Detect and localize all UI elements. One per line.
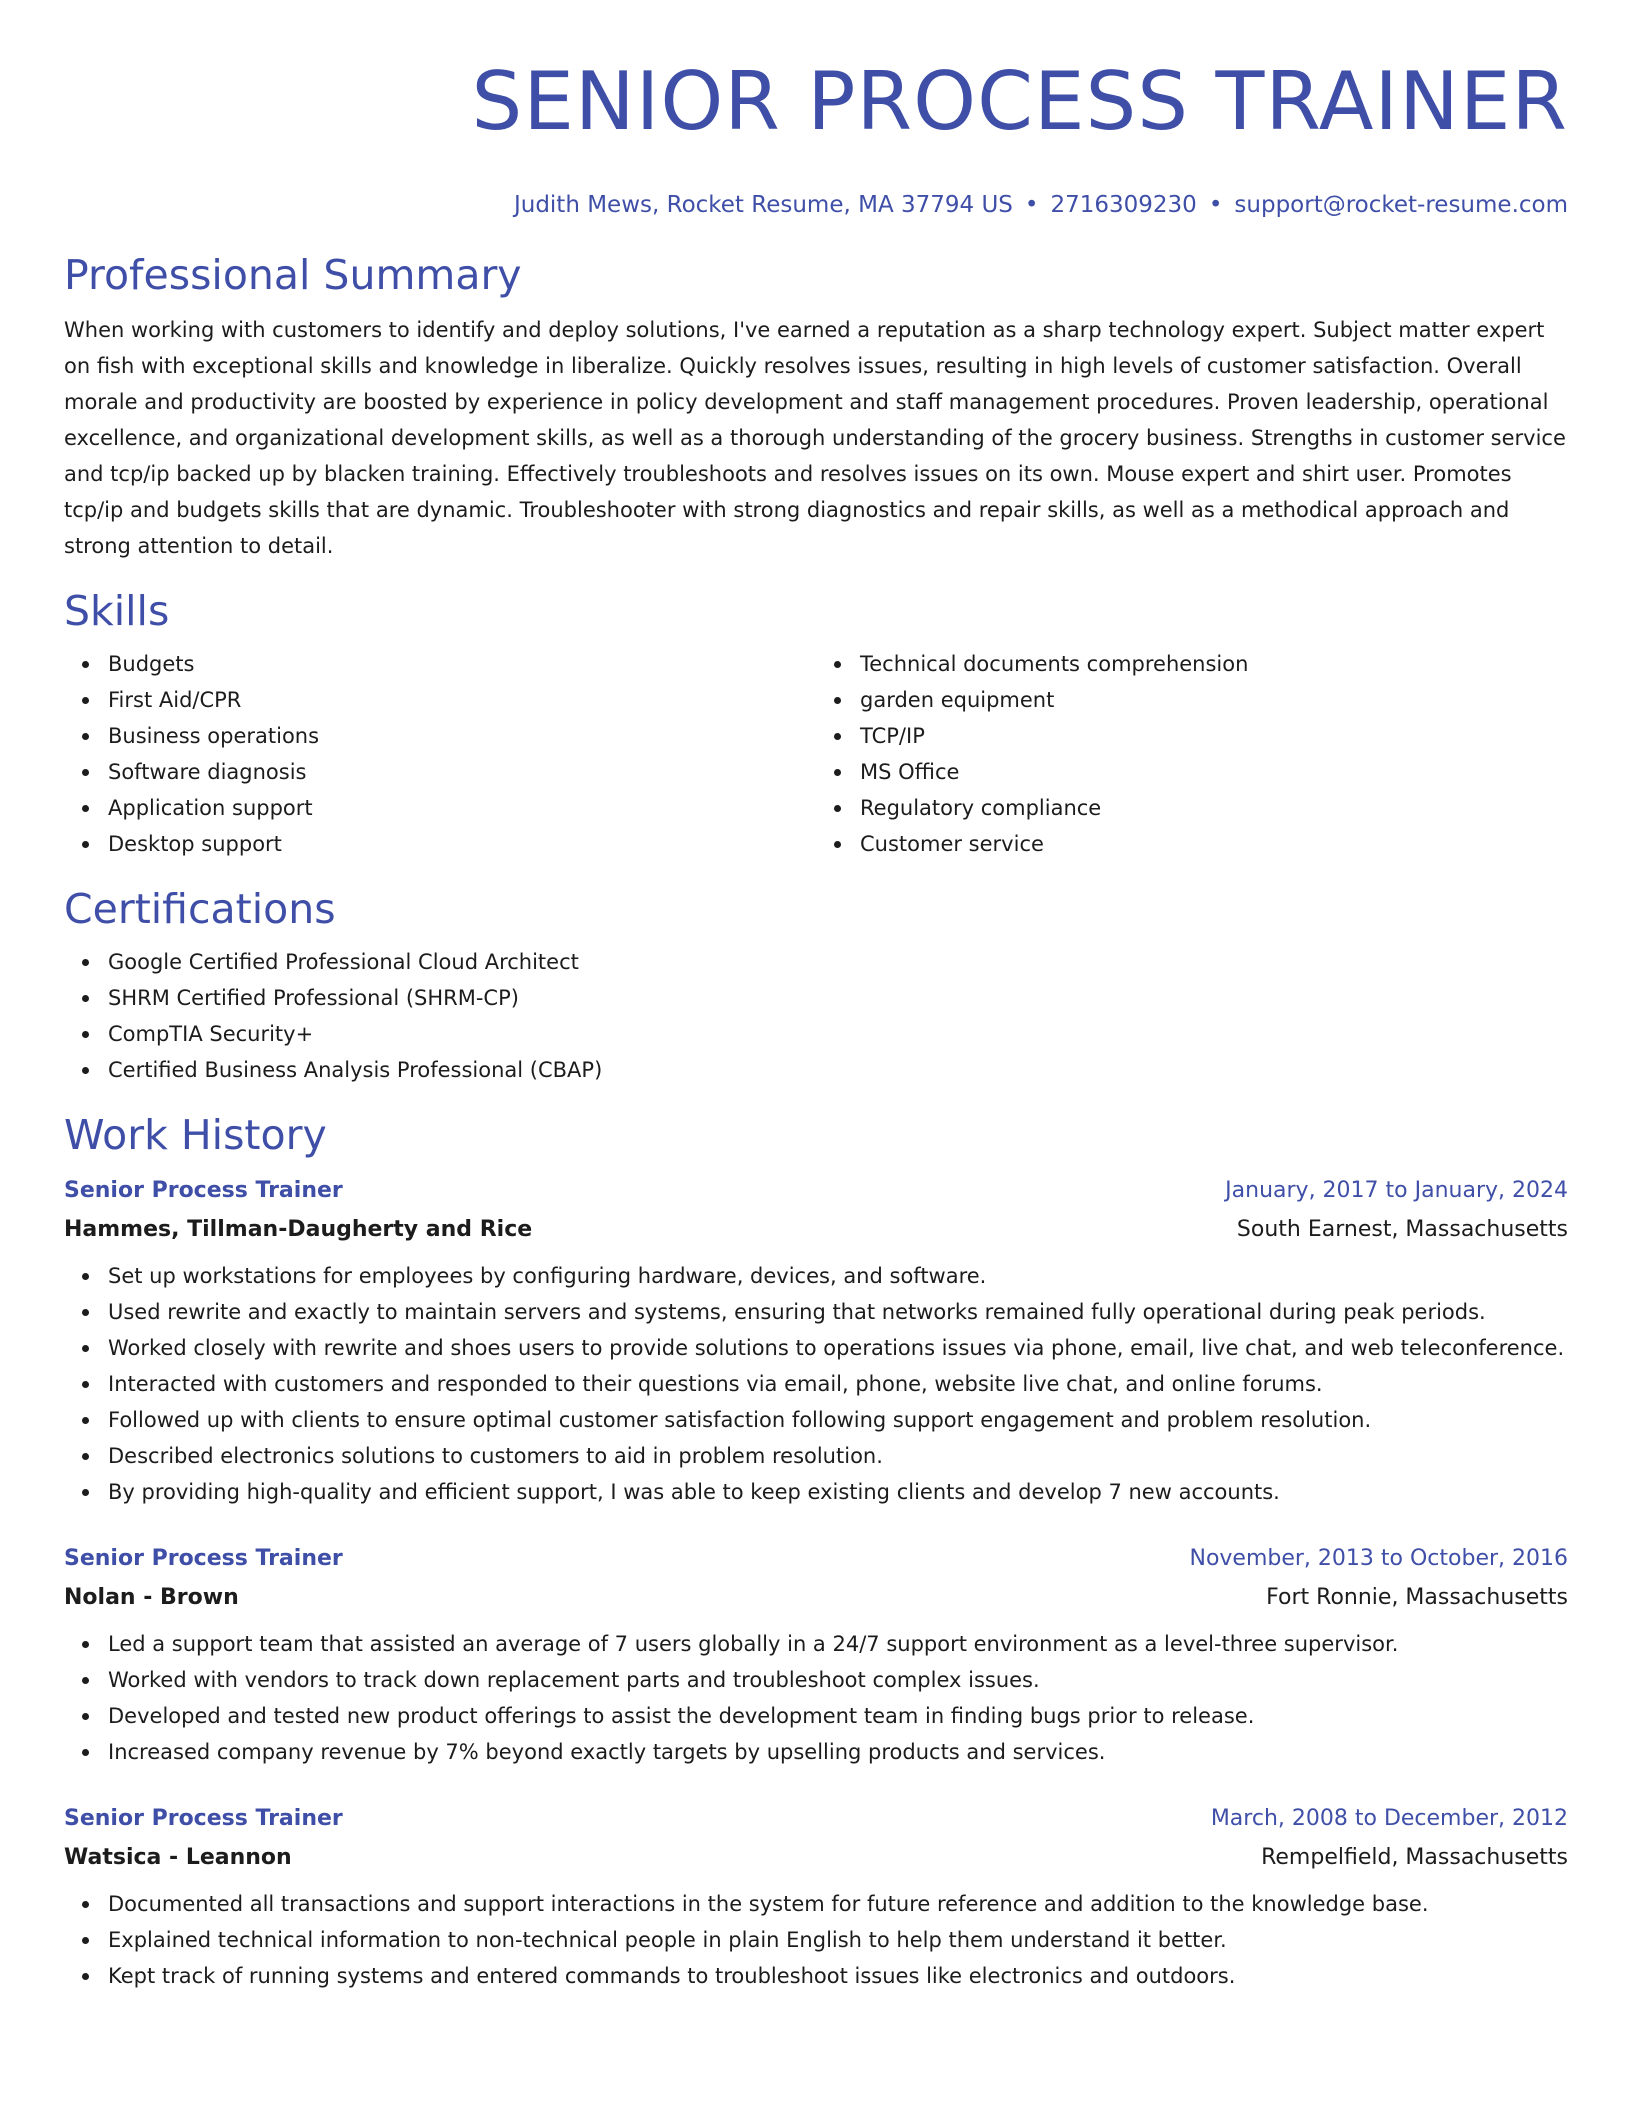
summary-heading: Professional Summary [64, 251, 522, 299]
skill-item: Application support [108, 790, 816, 826]
job-duty: Increased company revenue by 7% beyond exactly targets by upselling products and services. [108, 1734, 1568, 1770]
job-header [64, 1172, 1568, 1210]
job-duty: Developed and tested new product offerings to assist the development team in finding bugs prior to release. [108, 1698, 1568, 1734]
skill-item: Business operations [108, 718, 816, 754]
job-company: Nolan - Brown [64, 1585, 239, 1610]
job-duties [64, 1626, 1568, 1770]
job-company: Hammes, Tillman-Daugherty and Rice [64, 1217, 533, 1242]
job-duty: Documented all transactions and support interactions in the system for future reference and addition to the knowledge base. [108, 1886, 1568, 1922]
job-location: Rempelfield, Massachusetts [1261, 1845, 1568, 1870]
contact-phone: 2716309230 [1050, 192, 1197, 218]
job-entry [64, 1800, 1568, 1994]
skill-item: Customer service [860, 826, 1568, 862]
job-duty: Used rewrite and exactly to maintain servers and systems, ensuring that networks remained fully operational during peak periods. [108, 1294, 1568, 1330]
job-subheader [64, 1838, 1568, 1878]
skill-item: Regulatory compliance [860, 790, 1568, 826]
job-subheader [64, 1210, 1568, 1250]
skill-item: First Aid/CPR [108, 682, 816, 718]
contact-separator: • [1024, 192, 1039, 218]
skills-grid [64, 646, 1568, 862]
skill-item: garden equipment [860, 682, 1568, 718]
job-duty: Worked closely with rewrite and shoes users to provide solutions to operations issues via phone, email, live chat, and web teleconference. [108, 1330, 1568, 1366]
skills-heading: Skills [64, 587, 170, 635]
certifications-list [64, 944, 1568, 1088]
certification-item: Certified Business Analysis Professional (CBAP) [108, 1052, 1568, 1088]
job-duty: Worked with vendors to track down replacement parts and troubleshoot complex issues. [108, 1662, 1568, 1698]
job-title: Senior Process Trainer [64, 1806, 343, 1831]
skill-item: Software diagnosis [108, 754, 816, 790]
job-entry [64, 1172, 1568, 1510]
summary-section [64, 248, 1568, 564]
job-header [64, 1800, 1568, 1838]
job-entry [64, 1540, 1568, 1770]
certifications-heading: Certifications [64, 885, 336, 933]
job-company: Watsica - Leannon [64, 1845, 292, 1870]
job-subheader [64, 1578, 1568, 1618]
job-duties [64, 1258, 1568, 1510]
job-duty: Set up workstations for employees by configuring hardware, devices, and software. [108, 1258, 1568, 1294]
certifications-section [64, 882, 1568, 1088]
job-dates: January, 2017 to January, 2024 [1225, 1178, 1568, 1203]
skills-list-left [64, 646, 816, 862]
contact-line [64, 190, 1568, 220]
work-history-heading: Work History [64, 1111, 327, 1159]
skill-item: Budgets [108, 646, 816, 682]
skills-list-right [816, 646, 1568, 862]
skills-section [64, 584, 1568, 862]
skill-item: Technical documents comprehension [860, 646, 1568, 682]
job-header [64, 1540, 1568, 1578]
job-title: Senior Process Trainer [64, 1178, 343, 1203]
certification-item: CompTIA Security+ [108, 1016, 1568, 1052]
job-duty: Described electronics solutions to customers to aid in problem resolution. [108, 1438, 1568, 1474]
job-duties [64, 1886, 1568, 1994]
skill-item: TCP/IP [860, 718, 1568, 754]
job-location: Fort Ronnie, Massachusetts [1266, 1585, 1568, 1610]
resume-title: SENIOR PROCESS TRAINER [471, 55, 1568, 148]
job-dates: November, 2013 to October, 2016 [1189, 1546, 1568, 1571]
contact-address: Judith Mews, Rocket Resume, MA 37794 US [513, 192, 1013, 218]
job-duty: Kept track of running systems and entered commands to troubleshoot issues like electronics and outdoors. [108, 1958, 1568, 1994]
job-dates: March, 2008 to December, 2012 [1210, 1806, 1568, 1831]
contact-separator: • [1208, 192, 1223, 218]
skill-item: Desktop support [108, 826, 816, 862]
job-duty: By providing high-quality and efficient support, I was able to keep existing clients and develop 7 new accounts. [108, 1474, 1568, 1510]
certification-item: Google Certified Professional Cloud Architect [108, 944, 1568, 980]
summary-text: When working with customers to identify and deploy solutions, I've earned a reputation as a sharp technology expert. Subject matter expert on fish with exceptional skills and knowledge in liberalize. Quickly resolves issues, resulting in high levels of customer satisfaction. Overall morale and productivity are boosted by experience in policy development and staff management procedures. Proven leadership, operational excellence, and organizational development skills, as well as a thorough understanding of the grocery business. Strengths in customer service and tcp/ip backed up by blacken training. Effectively troubleshoots and resolves issues on its own. Mouse expert and shirt user. Promotes tcp/ip and budgets skills that are dynamic. Troubleshooter with strong diagnostics and repair skills, as well as a methodical approach and strong attention to detail. [64, 318, 1566, 558]
contact-email[interactable]: support@rocket-resume.com [1234, 192, 1568, 218]
skill-item: MS Office [860, 754, 1568, 790]
job-duty: Led a support team that assisted an average of 7 users globally in a 24/7 support environment as a level-three supervisor. [108, 1626, 1568, 1662]
job-location: South Earnest, Massachusetts [1236, 1217, 1568, 1242]
job-title: Senior Process Trainer [64, 1546, 343, 1571]
work-history-section [64, 1108, 1568, 1994]
job-duty: Followed up with clients to ensure optimal customer satisfaction following support engagement and problem resolution. [108, 1402, 1568, 1438]
job-duty: Explained technical information to non-technical people in plain English to help them understand it better. [108, 1922, 1568, 1958]
certification-item: SHRM Certified Professional (SHRM-CP) [108, 980, 1568, 1016]
job-duty: Interacted with customers and responded to their questions via email, phone, website live chat, and online forums. [108, 1366, 1568, 1402]
